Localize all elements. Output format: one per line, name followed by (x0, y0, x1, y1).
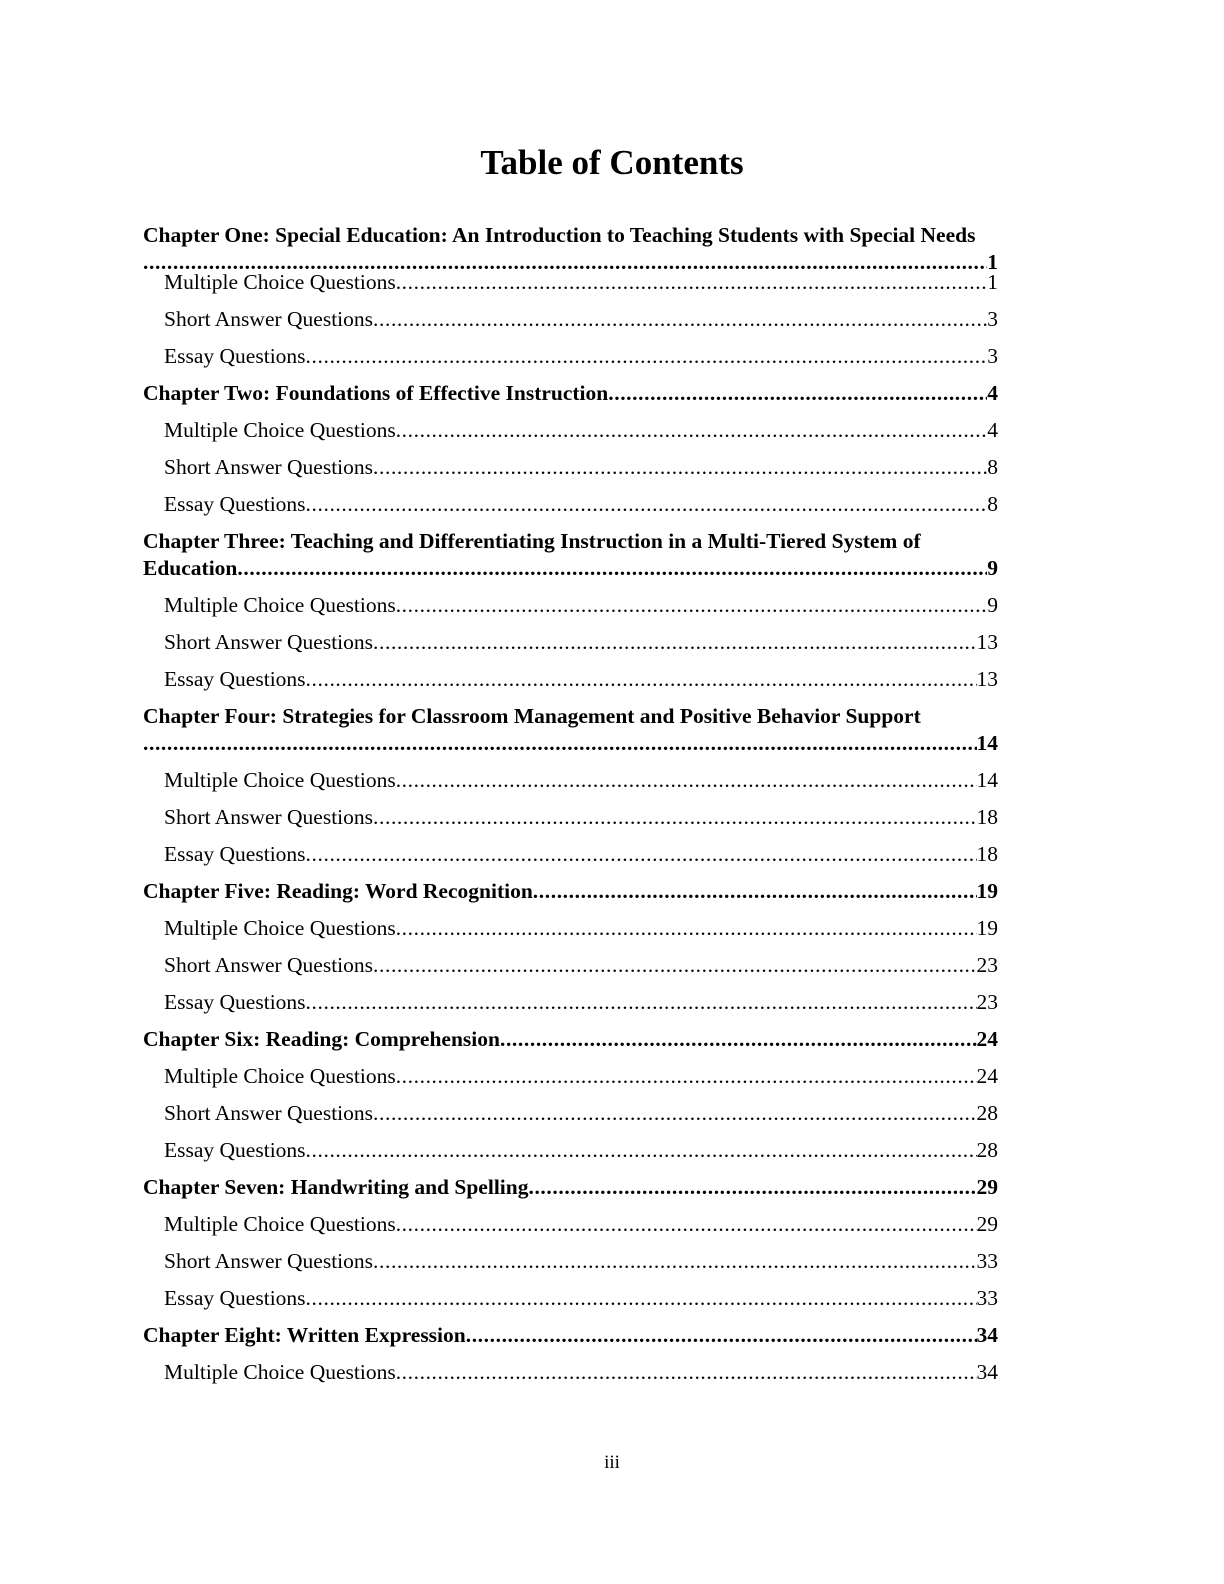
page-ref: 13 (976, 667, 998, 691)
page-ref: 34 (976, 1323, 998, 1347)
page-ref: 14 (976, 768, 998, 792)
page-ref: 14 (976, 731, 998, 755)
table-of-contents (143, 222, 998, 1386)
page-ref: 29 (976, 1175, 998, 1199)
toc-chapter-6[interactable] (143, 1026, 998, 1053)
chapter-title-continued: Education (143, 556, 238, 580)
dot-leader (608, 380, 987, 407)
page-ref: 3 (987, 344, 998, 368)
dot-leader (373, 804, 976, 831)
dot-leader (237, 555, 987, 582)
chapter-title: Chapter Seven: Handwriting and Spelling (143, 1175, 529, 1199)
dot-leader (306, 1285, 977, 1312)
toc-chapter-5[interactable] (143, 878, 998, 905)
toc-section[interactable] (143, 804, 998, 831)
dot-leader (143, 730, 977, 757)
dot-leader (373, 952, 976, 979)
toc-section[interactable] (143, 343, 998, 370)
page-ref: 3 (987, 307, 998, 331)
dot-leader (500, 1026, 977, 1053)
page-ref: 18 (976, 842, 998, 866)
page-ref: 8 (987, 455, 998, 479)
dot-leader (396, 592, 988, 619)
page-ref: 4 (987, 381, 998, 405)
toc-section[interactable] (143, 417, 998, 444)
toc-section[interactable] (143, 666, 998, 693)
page-ref: 34 (976, 1360, 998, 1384)
toc-section[interactable] (143, 1285, 998, 1312)
section-label: Short Answer Questions (164, 953, 374, 977)
chapter-title: Chapter Two: Foundations of Effective Instruction (143, 381, 609, 405)
page-ref: 9 (987, 556, 998, 580)
toc-chapter-8[interactable] (143, 1322, 998, 1349)
page-ref: 8 (987, 492, 998, 516)
toc-section[interactable] (143, 1063, 998, 1090)
section-label: Essay Questions (164, 667, 306, 691)
section-label: Multiple Choice Questions (164, 768, 396, 792)
chapter-title: Chapter Four: Strategies for Classroom Management and Positive Behavior Support (143, 704, 921, 728)
section-label: Essay Questions (164, 1138, 306, 1162)
section-label: Essay Questions (164, 1286, 306, 1310)
chapter-title: Chapter One: Special Education: An Introduction to Teaching Students with Special Needs (143, 223, 976, 247)
section-label: Multiple Choice Questions (164, 1360, 396, 1384)
dot-leader (373, 454, 987, 481)
toc-section[interactable] (143, 841, 998, 868)
toc-section[interactable] (143, 491, 998, 518)
page-number: iii (604, 1452, 620, 1473)
toc-section[interactable] (143, 989, 998, 1016)
page-ref: 28 (976, 1138, 998, 1162)
dot-leader (396, 1063, 977, 1090)
section-label: Short Answer Questions (164, 455, 374, 479)
toc-chapter-4[interactable] (143, 703, 998, 757)
section-label: Essay Questions (164, 990, 306, 1014)
toc-chapter-7[interactable] (143, 1174, 998, 1201)
dot-leader (306, 989, 977, 1016)
section-label: Essay Questions (164, 842, 306, 866)
dot-leader (533, 878, 977, 905)
section-label: Multiple Choice Questions (164, 270, 396, 294)
page-ref: 1 (987, 270, 998, 294)
section-label: Essay Questions (164, 344, 306, 368)
dot-leader (396, 767, 977, 794)
toc-section[interactable] (143, 952, 998, 979)
dot-leader (373, 1248, 976, 1275)
page-ref: 33 (976, 1286, 998, 1310)
page-ref: 24 (976, 1064, 998, 1088)
page-ref: 1 (987, 250, 998, 274)
dot-leader (528, 1174, 976, 1201)
toc-chapter-1[interactable] (143, 222, 998, 274)
section-label: Multiple Choice Questions (164, 1064, 396, 1088)
chapter-title: Chapter Three: Teaching and Differentiating Instruction in a Multi-Tiered System of (143, 529, 921, 553)
page-ref: 23 (976, 990, 998, 1014)
page-ref: 13 (976, 630, 998, 654)
page-title: Table of Contents (480, 143, 744, 182)
dot-leader (373, 629, 976, 656)
page-ref: 19 (976, 916, 998, 940)
toc-section[interactable] (143, 306, 998, 333)
section-label: Short Answer Questions (164, 1249, 374, 1273)
toc-section[interactable] (143, 915, 998, 942)
section-label: Multiple Choice Questions (164, 418, 396, 442)
page-ref: 29 (976, 1212, 998, 1236)
section-label: Short Answer Questions (164, 307, 374, 331)
chapter-title: Chapter Six: Reading: Comprehension (143, 1027, 500, 1051)
toc-section[interactable] (143, 454, 998, 481)
dot-leader (466, 1322, 977, 1349)
toc-section[interactable] (143, 767, 998, 794)
page-ref: 28 (976, 1101, 998, 1125)
section-label: Multiple Choice Questions (164, 916, 396, 940)
section-label: Multiple Choice Questions (164, 593, 396, 617)
toc-section[interactable] (143, 1100, 998, 1127)
dot-leader (373, 1100, 976, 1127)
section-label: Multiple Choice Questions (164, 1212, 396, 1236)
chapter-title: Chapter Five: Reading: Word Recognition (143, 879, 533, 903)
page-ref: 18 (976, 805, 998, 829)
page-ref: 4 (987, 418, 998, 442)
toc-chapter-2[interactable] (143, 380, 998, 407)
toc-section[interactable] (143, 629, 998, 656)
chapter-title: Chapter Eight: Written Expression (143, 1323, 466, 1347)
dot-leader (396, 915, 977, 942)
dot-leader (306, 666, 977, 693)
toc-section[interactable] (143, 1211, 998, 1238)
dot-leader (306, 491, 988, 518)
page-ref: 33 (976, 1249, 998, 1273)
dot-leader (306, 343, 988, 370)
page-ref: 19 (976, 879, 998, 903)
dot-leader (373, 306, 987, 333)
page-ref: 23 (976, 953, 998, 977)
dot-leader (396, 1359, 977, 1386)
page-ref: 24 (976, 1027, 998, 1051)
toc-section[interactable] (143, 1137, 998, 1164)
section-label: Short Answer Questions (164, 805, 374, 829)
page-ref: 9 (987, 593, 998, 617)
section-label: Essay Questions (164, 492, 306, 516)
dot-leader (396, 269, 988, 296)
dot-leader (306, 1137, 977, 1164)
toc-section[interactable] (143, 1359, 998, 1386)
toc-section[interactable] (143, 1248, 998, 1275)
section-label: Short Answer Questions (164, 1101, 374, 1125)
dot-leader (306, 841, 977, 868)
dot-leader (396, 1211, 977, 1238)
section-label: Short Answer Questions (164, 630, 374, 654)
toc-chapter-3[interactable] (143, 528, 998, 582)
dot-leader (396, 417, 988, 444)
toc-section[interactable] (143, 269, 998, 296)
toc-section[interactable] (143, 592, 998, 619)
